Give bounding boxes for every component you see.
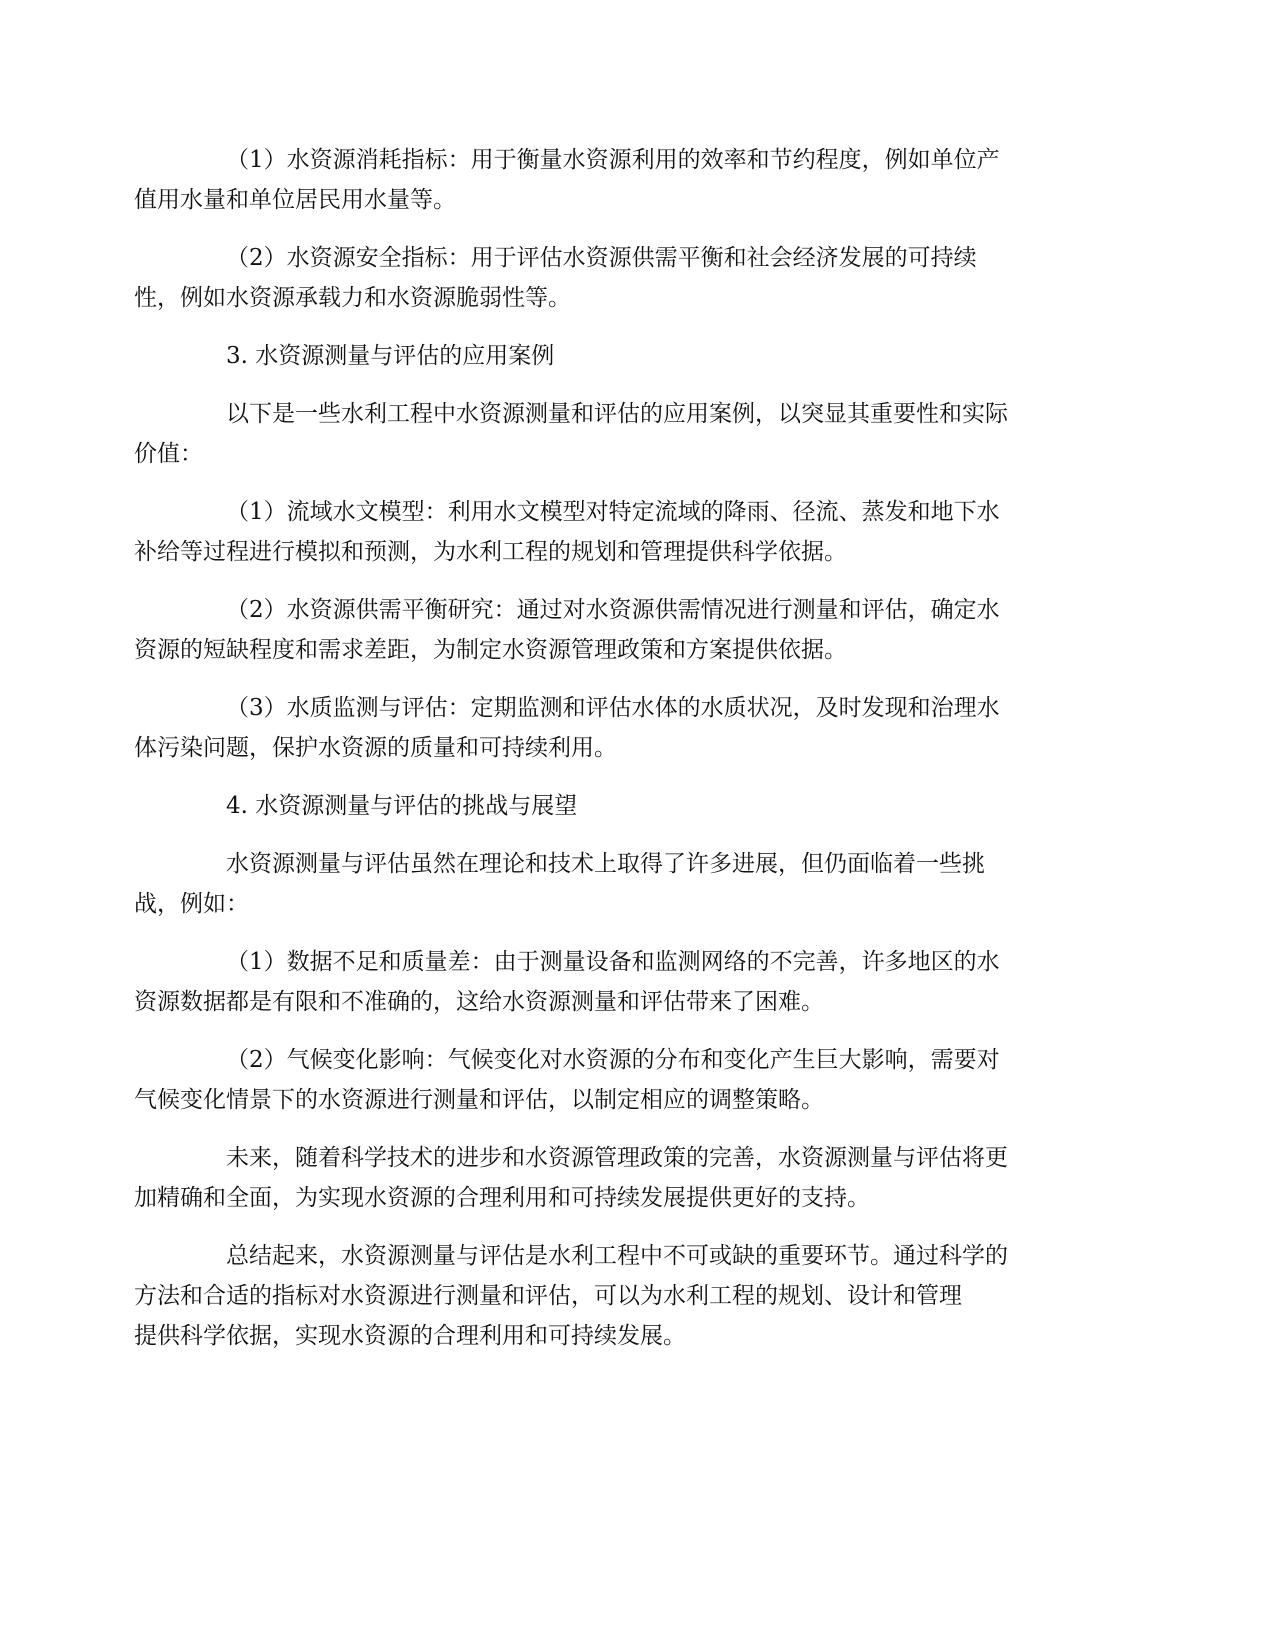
paragraph-line: 性，例如水资源承载力和水资源脆弱性等。 [134,285,571,311]
heading-line: 4. 水资源测量与评估的挑战与展望 [226,793,578,819]
paragraph-line: （3）水质监测与评估：定期监测和评估水体的水质状况，及时发现和治理水 [226,695,1000,721]
paragraph-line: 水资源测量与评估虽然在理论和技术上取得了许多进展，但仍面临着一些挑 [226,851,985,877]
paragraph-line: 资源的短缺程度和需求差距，为制定水资源管理政策和方案提供依据。 [134,637,847,663]
paragraph-line: 以下是一些水利工程中水资源测量和评估的应用案例，以突显其重要性和实际 [226,401,1008,427]
paragraph-challenges-intro [134,844,1060,924]
section-heading-challenges [180,786,1060,826]
paragraph-line: 值用水量和单位居民用水量等。 [134,187,456,213]
paragraph-climate-change [134,1040,1060,1120]
paragraph-line: （1）流域水文模型：利用水文模型对特定流域的降雨、径流、蒸发和地下水 [226,499,1000,525]
paragraph-line: 总结起来，水资源测量与评估是水利工程中不可或缺的重要环节。通过科学的 [226,1243,1008,1269]
paragraph-line: （1）数据不足和质量差：由于测量设备和监测网络的不完善，许多地区的水 [226,949,1000,975]
heading-line: 3. 水资源测量与评估的应用案例 [226,343,555,369]
paragraph-supply-demand-study [134,590,1060,670]
paragraph-conclusion [134,1236,1060,1356]
paragraph-line: 提供科学依据，实现水资源的合理利用和可持续发展。 [134,1323,686,1349]
paragraph-water-quality [134,688,1060,768]
paragraph-line: 方法和合适的指标对水资源进行测量和评估，可以为水利工程的规划、设计和管理 [134,1283,962,1309]
paragraph-line: （2）水资源安全指标：用于评估水资源供需平衡和社会经济发展的可持续 [226,245,977,271]
paragraph-line: 加精确和全面，为实现水资源的合理利用和可持续发展提供更好的支持。 [134,1185,870,1211]
paragraph-line: 资源数据都是有限和不准确的，这给水资源测量和评估带来了困难。 [134,989,824,1015]
paragraph-line: （2）水资源供需平衡研究：通过对水资源供需情况进行测量和评估，确定水 [226,597,1000,623]
paragraph-line: 气候变化情景下的水资源进行测量和评估，以制定相应的调整策略。 [134,1087,824,1113]
section-heading-application-cases [180,336,1060,376]
paragraph-future-outlook [134,1138,1060,1218]
paragraph-line: （1）水资源消耗指标：用于衡量水资源利用的效率和节约程度，例如单位产 [226,147,1000,173]
paragraph-line: （2）气候变化影响：气候变化对水资源的分布和变化产生巨大影响，需要对 [226,1047,1000,1073]
paragraph-line: 体污染问题，保护水资源的质量和可持续利用。 [134,735,617,761]
paragraph-data-shortage [134,942,1060,1022]
paragraph-line: 价值： [134,441,203,467]
paragraph-cases-intro [134,394,1060,474]
paragraph-line: 补给等过程进行模拟和预测，为水利工程的规划和管理提供科学依据。 [134,539,847,565]
paragraph-water-security-indicator [134,238,1060,318]
paragraph-watershed-model [134,492,1060,572]
paragraph-water-consumption-indicator [134,140,1060,220]
document-page [134,140,1060,1374]
paragraph-line: 战，例如： [134,891,249,917]
paragraph-line: 未来，随着科学技术的进步和水资源管理政策的完善，水资源测量与评估将更 [226,1145,1008,1171]
